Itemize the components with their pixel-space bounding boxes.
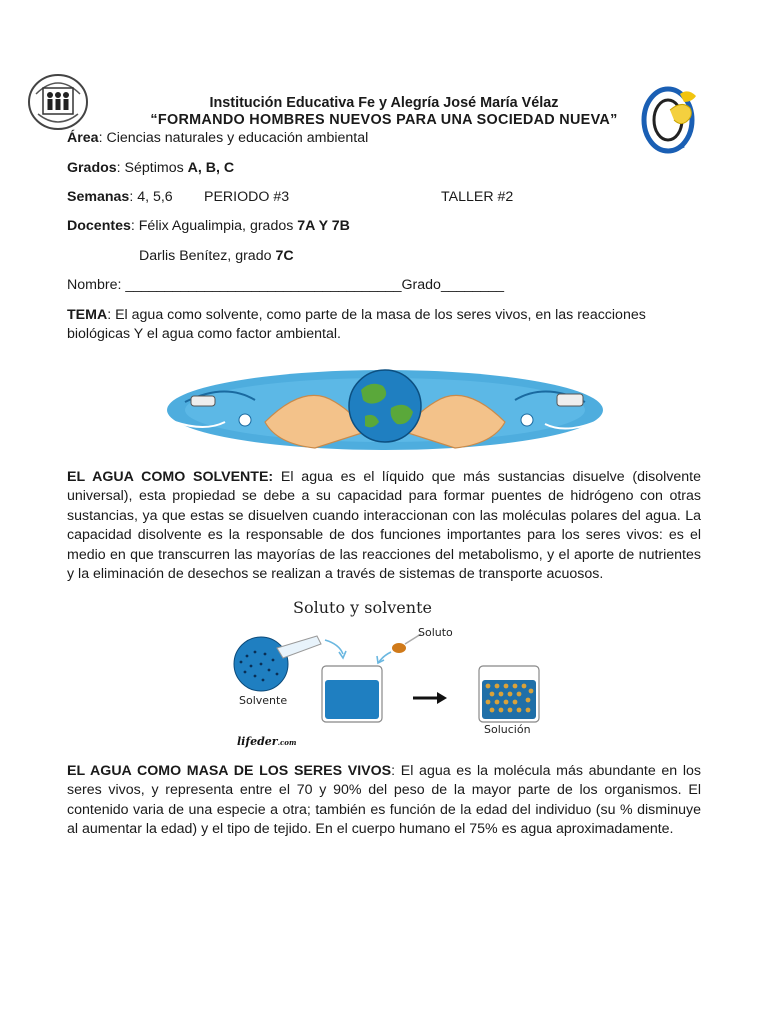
taller-text: TALLER #2 [441, 189, 514, 205]
tema-paragraph [67, 306, 701, 344]
nombre-grado-line: Nombre: ___________________________________Grado________ [67, 277, 505, 293]
grados-label: Grados [67, 160, 117, 176]
semanas-line [67, 188, 173, 206]
semanas-value: : 4, 5,6 [129, 189, 173, 205]
solvente-heading: EL AGUA COMO SOLVENTE: [67, 469, 274, 485]
docente2-group: 7C [275, 248, 294, 264]
docentes-label: Docentes [67, 218, 131, 234]
solvente-paragraph [67, 468, 701, 584]
semanas-label: Semanas [67, 189, 130, 205]
soluto-solvente-diagram [225, 596, 545, 750]
brand-suffix: .com [277, 738, 297, 747]
institution-name: Institución Educativa Fe y Alegría José María Vélaz [209, 95, 559, 111]
soluto-label: Soluto [418, 626, 453, 639]
docentes-line [67, 217, 350, 235]
area-line [67, 129, 368, 147]
tema-text: : El agua como solvente, como parte de la masa de los seres vivos, en las reacciones biológicas Y el agua como factor ambiental. [67, 307, 646, 342]
area-label: Área [67, 130, 99, 146]
earth-in-hands-illustration [165, 362, 605, 454]
masa-heading: EL AGUA COMO MASA DE LOS SERES VIVOS [67, 763, 392, 779]
grados-groups: A, B, C [187, 160, 235, 176]
grados-line [67, 159, 234, 177]
docentes-groups: 7A Y 7B [297, 218, 350, 234]
masa-paragraph [67, 762, 701, 840]
lifeder-brand [237, 735, 296, 748]
solvente-label: Solvente [239, 694, 288, 707]
area-value: : Ciencias naturales y educación ambiental [98, 130, 369, 146]
masa-text: : El agua es la molécula más abundante en los seres vivos, y representa entre el 70 y 90% del peso de la mayor parte de los organismos. El contenido varia de una especie a otra; también es función de la edad del individuo (su % disminuye al aumentar la edad) y el tipo de tejido. En el cuerpo humano el 75% es agua aproximadamente. [67, 763, 702, 838]
institution-motto: “FORMANDO HOMBRES NUEVOS PARA UNA SOCIEDAD NUEVA” [150, 112, 618, 128]
diagram-title: Soluto y solvente [293, 598, 432, 617]
solucion-label: Solución [484, 723, 531, 736]
solvente-text: El agua es el líquido que más sustancias disuelve (disolvente universal), esta propiedad se debe a su capacidad para formar puentes de hidrógeno con otras sustancias, ya que estas se disuelven cuando interaccionan con las moléculas polares del agua. La capacidad disolvente es la responsable de dos funciones importantes para los seres vivos: es el medio en que transcurren las mayorías de las reacciones del metabolismo, y el aporte de nutrientes y la eliminación de desechos se realizan a través de sistemas de transporte acuosos. [67, 469, 701, 583]
grados-value: : Séptimos [116, 160, 188, 176]
brand-name: lifeder [237, 735, 278, 748]
docente2-line [139, 247, 294, 265]
tema-label: TEMA [67, 307, 108, 323]
docente2-value: Darlis Benítez, grado [139, 248, 276, 264]
docentes-value: : Félix Agualimpia, grados [130, 218, 298, 234]
periodo-text: PERIODO #3 [204, 189, 290, 205]
